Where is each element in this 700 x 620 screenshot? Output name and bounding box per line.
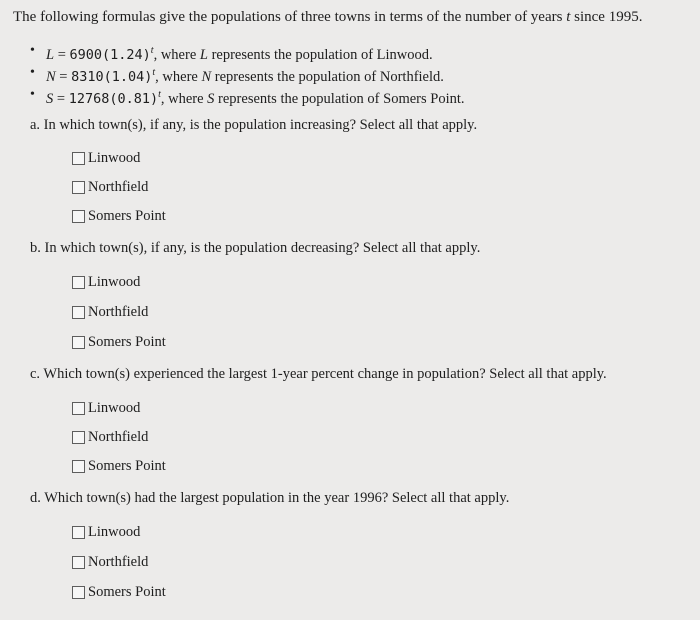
- checkbox-icon[interactable]: [72, 586, 85, 599]
- intro-part1: The following formulas give the populations of three towns in terms of the number of years: [13, 9, 567, 25]
- option-c-linwood[interactable]: Linwood: [72, 400, 140, 417]
- option-d-somers-point[interactable]: Somers Point: [72, 584, 166, 601]
- checkbox-icon[interactable]: [72, 336, 85, 349]
- option-a-linwood[interactable]: Linwood: [72, 150, 140, 167]
- bullet-icon: •: [30, 87, 35, 102]
- checkbox-icon[interactable]: [72, 431, 85, 444]
- question-c-text: c. Which town(s) experienced the largest 1-year percent change in population? Select all that apply.: [30, 366, 607, 382]
- checkbox-icon[interactable]: [72, 276, 85, 289]
- checkbox-icon[interactable]: [72, 210, 85, 223]
- formula-item: • $S = 12768(0.81)^t$, where S represents the population of Somers Point.: [30, 84, 465, 106]
- intro-variable: t: [566, 9, 571, 25]
- formula-item: • $N = 8310(1.04)^t$, where N represents the population of Northfield.: [30, 62, 465, 84]
- bullet-icon: •: [30, 65, 35, 80]
- checkbox-icon[interactable]: [72, 152, 85, 165]
- checkbox-icon[interactable]: [72, 402, 85, 415]
- option-c-northfield[interactable]: Northfield: [72, 429, 148, 446]
- option-a-somers-point[interactable]: Somers Point: [72, 208, 166, 225]
- question-d-text: d. Which town(s) had the largest population in the year 1996? Select all that apply.: [30, 490, 510, 506]
- bullet-icon: •: [30, 43, 35, 58]
- formula-list: [30, 40, 465, 106]
- intro-part2: since 1995.: [570, 9, 643, 25]
- option-b-linwood[interactable]: Linwood: [72, 274, 140, 291]
- option-d-linwood[interactable]: Linwood: [72, 524, 140, 541]
- question-a-text: a. In which town(s), if any, is the population increasing? Select all that apply.: [30, 117, 478, 133]
- checkbox-icon[interactable]: [72, 526, 85, 539]
- checkbox-icon[interactable]: [72, 306, 85, 319]
- intro-text: [13, 9, 642, 26]
- checkbox-icon[interactable]: [72, 460, 85, 473]
- option-d-northfield[interactable]: Northfield: [72, 554, 148, 571]
- question-b-text: b. In which town(s), if any, is the population decreasing? Select all that apply.: [30, 240, 481, 256]
- checkbox-icon[interactable]: [72, 181, 85, 194]
- checkbox-icon[interactable]: [72, 556, 85, 569]
- option-b-somers-point[interactable]: Somers Point: [72, 334, 166, 351]
- option-a-northfield[interactable]: Northfield: [72, 179, 148, 196]
- formula-item: • $L = 6900(1.24)^t$, where L represents the population of Linwood.: [30, 40, 465, 62]
- option-c-somers-point[interactable]: Somers Point: [72, 458, 166, 475]
- option-b-northfield[interactable]: Northfield: [72, 304, 148, 321]
